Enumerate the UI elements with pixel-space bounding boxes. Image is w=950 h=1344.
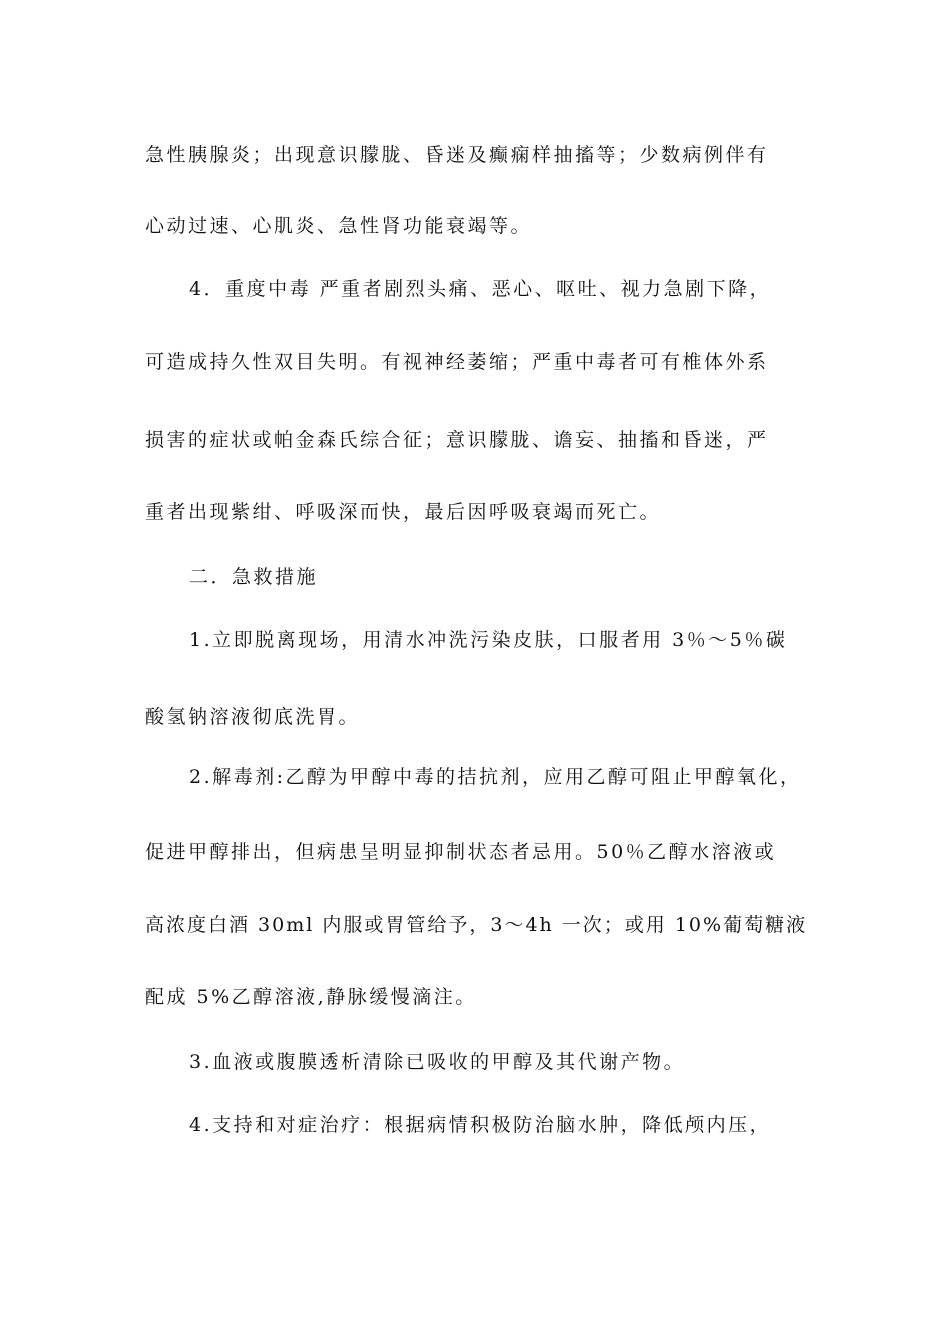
text-line-12: 高浓度白酒 30ml 内服或胃管给予，3～4h 一次；或用 10%葡萄糖液 [145, 914, 808, 936]
text-line-1: 急性胰腺炎；出现意识朦胧、昏迷及癫痫样抽搐等；少数病例伴有 [145, 144, 769, 166]
text-line-4: 可造成持久性双目失明。有视神经萎缩；严重中毒者可有椎体外系 [145, 351, 769, 373]
text-line-10: 2.解毒剂:乙醇为甲醇中毒的拮抗剂，应用乙醇可阻止甲醇氧化， [189, 766, 802, 788]
section-heading-emergency: 二．急救措施 [189, 566, 319, 588]
text-line-5: 损害的症状或帕金森氏综合征；意识朦胧、谵妄、抽搐和昏迷，严 [145, 429, 769, 451]
text-line-3: 4．重度中毒 严重者剧烈头痛、恶心、呕吐、视力急剧下降， [189, 278, 772, 300]
text-line-11: 促进甲醇排出，但病患呈明显抑制状态者忌用。50％乙醇水溶液或 [145, 841, 777, 863]
text-line-8: 1.立即脱离现场，用清水冲洗污染皮肤，口服者用 3％～5％碳 [189, 629, 788, 651]
text-line-9: 酸氢钠溶液彻底洗胃。 [145, 706, 361, 728]
text-line-2: 心动过速、心肌炎、急性肾功能衰竭等。 [145, 215, 533, 237]
text-line-13: 配成 5%乙醇溶液,静脉缓慢滴注。 [145, 986, 477, 1008]
text-line-14: 3.血液或腹膜透析清除已吸收的甲醇及其代谢产物。 [189, 1051, 686, 1073]
text-line-15: 4.支持和对症治疗：根据病情积极防治脑水肿，降低颅内压， [189, 1114, 772, 1136]
text-line-6: 重者出现紫绀、呼吸深而快，最后因呼吸衰竭而死亡。 [145, 501, 662, 523]
